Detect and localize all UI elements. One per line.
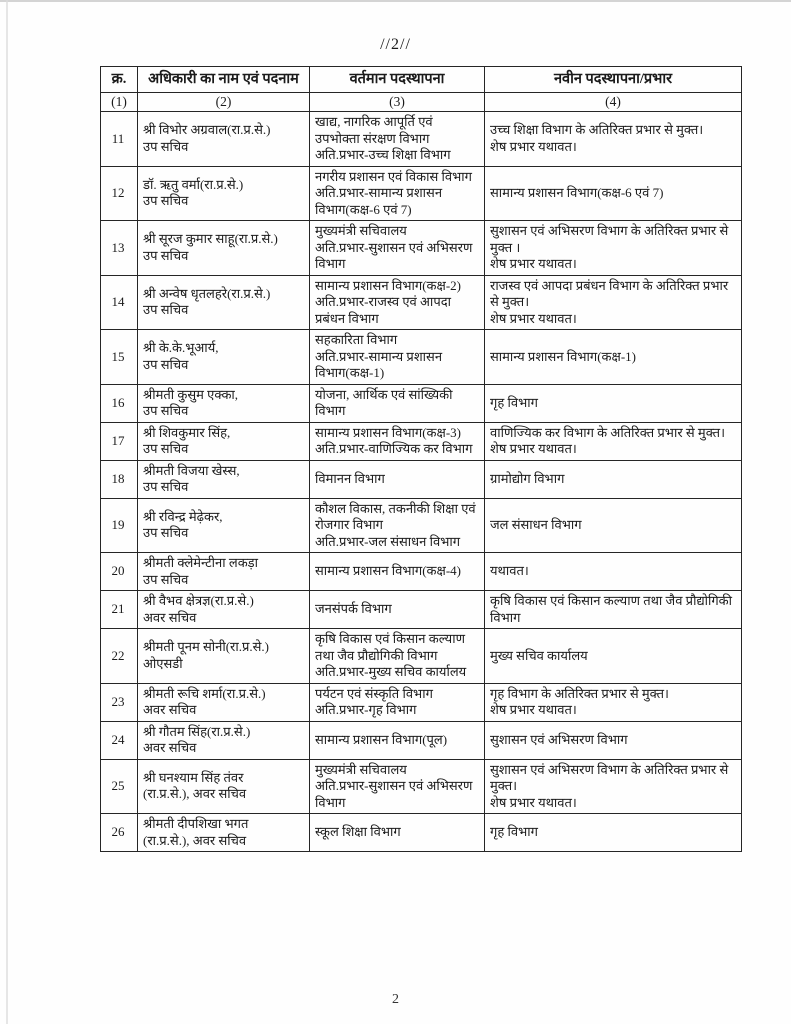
cell-serial: 15 — [101, 330, 138, 385]
cell-current-posting: पर्यटन एवं संस्कृति विभाग अति.प्रभार-गृह विभाग — [310, 683, 485, 721]
cell-new-posting: यथावत। — [485, 553, 742, 591]
cell-officer-name: श्री अन्वेष धृतलहरे(रा.प्र.से.) उप सचिव — [138, 275, 310, 330]
cell-officer-name: श्री घनश्याम सिंह तंवर (रा.प्र.से.), अवर सचिव — [138, 759, 310, 814]
colnum-4: (4) — [485, 92, 742, 112]
cell-officer-name: श्रीमती रूचि शर्मा(रा.प्र.से.) अवर सचिव — [138, 683, 310, 721]
cell-new-posting: सुशासन एवं अभिसरण विभाग के अतिरिक्त प्रभार से मुक्त। शेष प्रभार यथावत। — [485, 759, 742, 814]
cell-current-posting: खाद्य, नागरिक आपूर्ति एवं उपभोक्ता संरक्षण विभाग अति.प्रभार-उच्च शिक्षा विभाग — [310, 112, 485, 167]
page-header-label: //2// — [380, 36, 411, 53]
cell-serial: 20 — [101, 553, 138, 591]
cell-current-posting: सहकारिता विभाग अति.प्रभार-सामान्य प्रशासन विभाग(कक्ष-1) — [310, 330, 485, 385]
cell-serial: 26 — [101, 814, 138, 852]
cell-serial: 12 — [101, 166, 138, 221]
cell-new-posting: जल संसाधन विभाग — [485, 498, 742, 553]
table-header-row — [101, 67, 742, 93]
cell-new-posting: गृह विभाग के अतिरिक्त प्रभार से मुक्त। शेष प्रभार यथावत। — [485, 683, 742, 721]
cell-current-posting: कौशल विकास, तकनीकी शिक्षा एवं रोजगार विभाग अति.प्रभार-जल संसाधन विभाग — [310, 498, 485, 553]
table-row — [101, 330, 742, 385]
cell-new-posting: सामान्य प्रशासन विभाग(कक्ष-6 एवं 7) — [485, 166, 742, 221]
table-row — [101, 166, 742, 221]
cell-serial: 22 — [101, 629, 138, 684]
cell-serial: 19 — [101, 498, 138, 553]
header-officer-name: अधिकारी का नाम एवं पदनाम — [138, 67, 310, 93]
table-row — [101, 759, 742, 814]
scan-edge-left — [6, 0, 8, 1024]
table-row — [101, 629, 742, 684]
cell-officer-name: श्रीमती क्लेमेन्टीना लकड़ा उप सचिव — [138, 553, 310, 591]
table-row — [101, 221, 742, 276]
table-row — [101, 498, 742, 553]
header-current-posting: वर्तमान पदस्थापना — [310, 67, 485, 93]
cell-current-posting: सामान्य प्रशासन विभाग(कक्ष-4) — [310, 553, 485, 591]
cell-current-posting: योजना, आर्थिक एवं सांख्यिकी विभाग — [310, 384, 485, 422]
cell-officer-name: श्रीमती पूनम सोनी(रा.प्र.से.) ओएसडी — [138, 629, 310, 684]
cell-new-posting: राजस्व एवं आपदा प्रबंधन विभाग के अतिरिक्त प्रभार से मुक्त। शेष प्रभार यथावत। — [485, 275, 742, 330]
cell-officer-name: श्री सूरज कुमार साहू(रा.प्र.से.) उप सचिव — [138, 221, 310, 276]
table-row — [101, 384, 742, 422]
cell-serial: 16 — [101, 384, 138, 422]
table-row — [101, 112, 742, 167]
cell-new-posting: ग्रामोद्योग विभाग — [485, 460, 742, 498]
cell-serial: 24 — [101, 721, 138, 759]
cell-new-posting: सुशासन एवं अभिसरण विभाग — [485, 721, 742, 759]
colnum-1: (1) — [101, 92, 138, 112]
cell-serial: 21 — [101, 591, 138, 629]
scan-edge-top — [0, 0, 791, 2]
cell-new-posting: गृह विभाग — [485, 814, 742, 852]
cell-new-posting: मुख्य सचिव कार्यालय — [485, 629, 742, 684]
cell-current-posting: जनसंपर्क विभाग — [310, 591, 485, 629]
cell-current-posting: सामान्य प्रशासन विभाग(पूल) — [310, 721, 485, 759]
cell-current-posting: विमानन विभाग — [310, 460, 485, 498]
table-row — [101, 814, 742, 852]
header-new-posting: नवीन पदस्थापना/प्रभार — [485, 67, 742, 93]
cell-officer-name: डॉ. ऋतु वर्मा(रा.प्र.से.) उप सचिव — [138, 166, 310, 221]
colnum-2: (2) — [138, 92, 310, 112]
cell-serial: 18 — [101, 460, 138, 498]
cell-officer-name: श्रीमती विजया खेस्स, उप सचिव — [138, 460, 310, 498]
cell-new-posting: सामान्य प्रशासन विभाग(कक्ष-1) — [485, 330, 742, 385]
cell-current-posting: कृषि विकास एवं किसान कल्याण तथा जैव प्रौद्योगिकी विभाग अति.प्रभार-मुख्य सचिव कार्यालय — [310, 629, 485, 684]
cell-current-posting: मुख्यमंत्री सचिवालय अति.प्रभार-सुशासन एवं अभिसरण विभाग — [310, 759, 485, 814]
cell-new-posting: गृह विभाग — [485, 384, 742, 422]
cell-officer-name: श्री विभोर अग्रवाल(रा.प्र.से.) उप सचिव — [138, 112, 310, 167]
cell-new-posting: वाणिज्यिक कर विभाग के अतिरिक्त प्रभार से मुक्त। शेष प्रभार यथावत। — [485, 422, 742, 460]
cell-officer-name: श्री वैभव क्षेत्रज्ञ(रा.प्र.से.) अवर सचिव — [138, 591, 310, 629]
cell-current-posting: सामान्य प्रशासन विभाग(कक्ष-3) अति.प्रभार-वाणिज्यिक कर विभाग — [310, 422, 485, 460]
cell-serial: 23 — [101, 683, 138, 721]
cell-current-posting: नगरीय प्रशासन एवं विकास विभाग अति.प्रभार-सामान्य प्रशासन विभाग(कक्ष-6 एवं 7) — [310, 166, 485, 221]
cell-officer-name: श्री रविन्द्र मेढ़ेकर, उप सचिव — [138, 498, 310, 553]
cell-serial: 25 — [101, 759, 138, 814]
cell-officer-name: श्रीमती दीपशिखा भगत (रा.प्र.से.), अवर सचिव — [138, 814, 310, 852]
table-row — [101, 553, 742, 591]
cell-new-posting: उच्च शिक्षा विभाग के अतिरिक्त प्रभार से मुक्त। शेष प्रभार यथावत। — [485, 112, 742, 167]
cell-current-posting: स्कूल शिक्षा विभाग — [310, 814, 485, 852]
cell-officer-name: श्री के.के.भूआर्य, उप सचिव — [138, 330, 310, 385]
table-row — [101, 683, 742, 721]
cell-officer-name: श्री शिवकुमार सिंह, उप सचिव — [138, 422, 310, 460]
cell-serial: 17 — [101, 422, 138, 460]
transfer-table — [100, 66, 742, 852]
table-row — [101, 591, 742, 629]
cell-current-posting: मुख्यमंत्री सचिवालय अति.प्रभार-सुशासन एवं अभिसरण विभाग — [310, 221, 485, 276]
table-row — [101, 275, 742, 330]
page-number: 2 — [392, 992, 399, 1007]
cell-serial: 13 — [101, 221, 138, 276]
cell-new-posting: सुशासन एवं अभिसरण विभाग के अतिरिक्त प्रभार से मुक्त । शेष प्रभार यथावत। — [485, 221, 742, 276]
cell-serial: 11 — [101, 112, 138, 167]
table-row — [101, 721, 742, 759]
table-row — [101, 422, 742, 460]
cell-officer-name: श्री गौतम सिंह(रा.प्र.से.) अवर सचिव — [138, 721, 310, 759]
header-serial: क्र. — [101, 67, 138, 93]
table-row — [101, 460, 742, 498]
colnum-3: (3) — [310, 92, 485, 112]
cell-officer-name: श्रीमती कुसुम एक्का, उप सचिव — [138, 384, 310, 422]
cell-new-posting: कृषि विकास एवं किसान कल्याण तथा जैव प्रौद्योगिकी विभाग — [485, 591, 742, 629]
cell-serial: 14 — [101, 275, 138, 330]
cell-current-posting: सामान्य प्रशासन विभाग(कक्ष-2) अति.प्रभार-राजस्व एवं आपदा प्रबंधन विभाग — [310, 275, 485, 330]
table-colnumber-row — [101, 92, 742, 112]
